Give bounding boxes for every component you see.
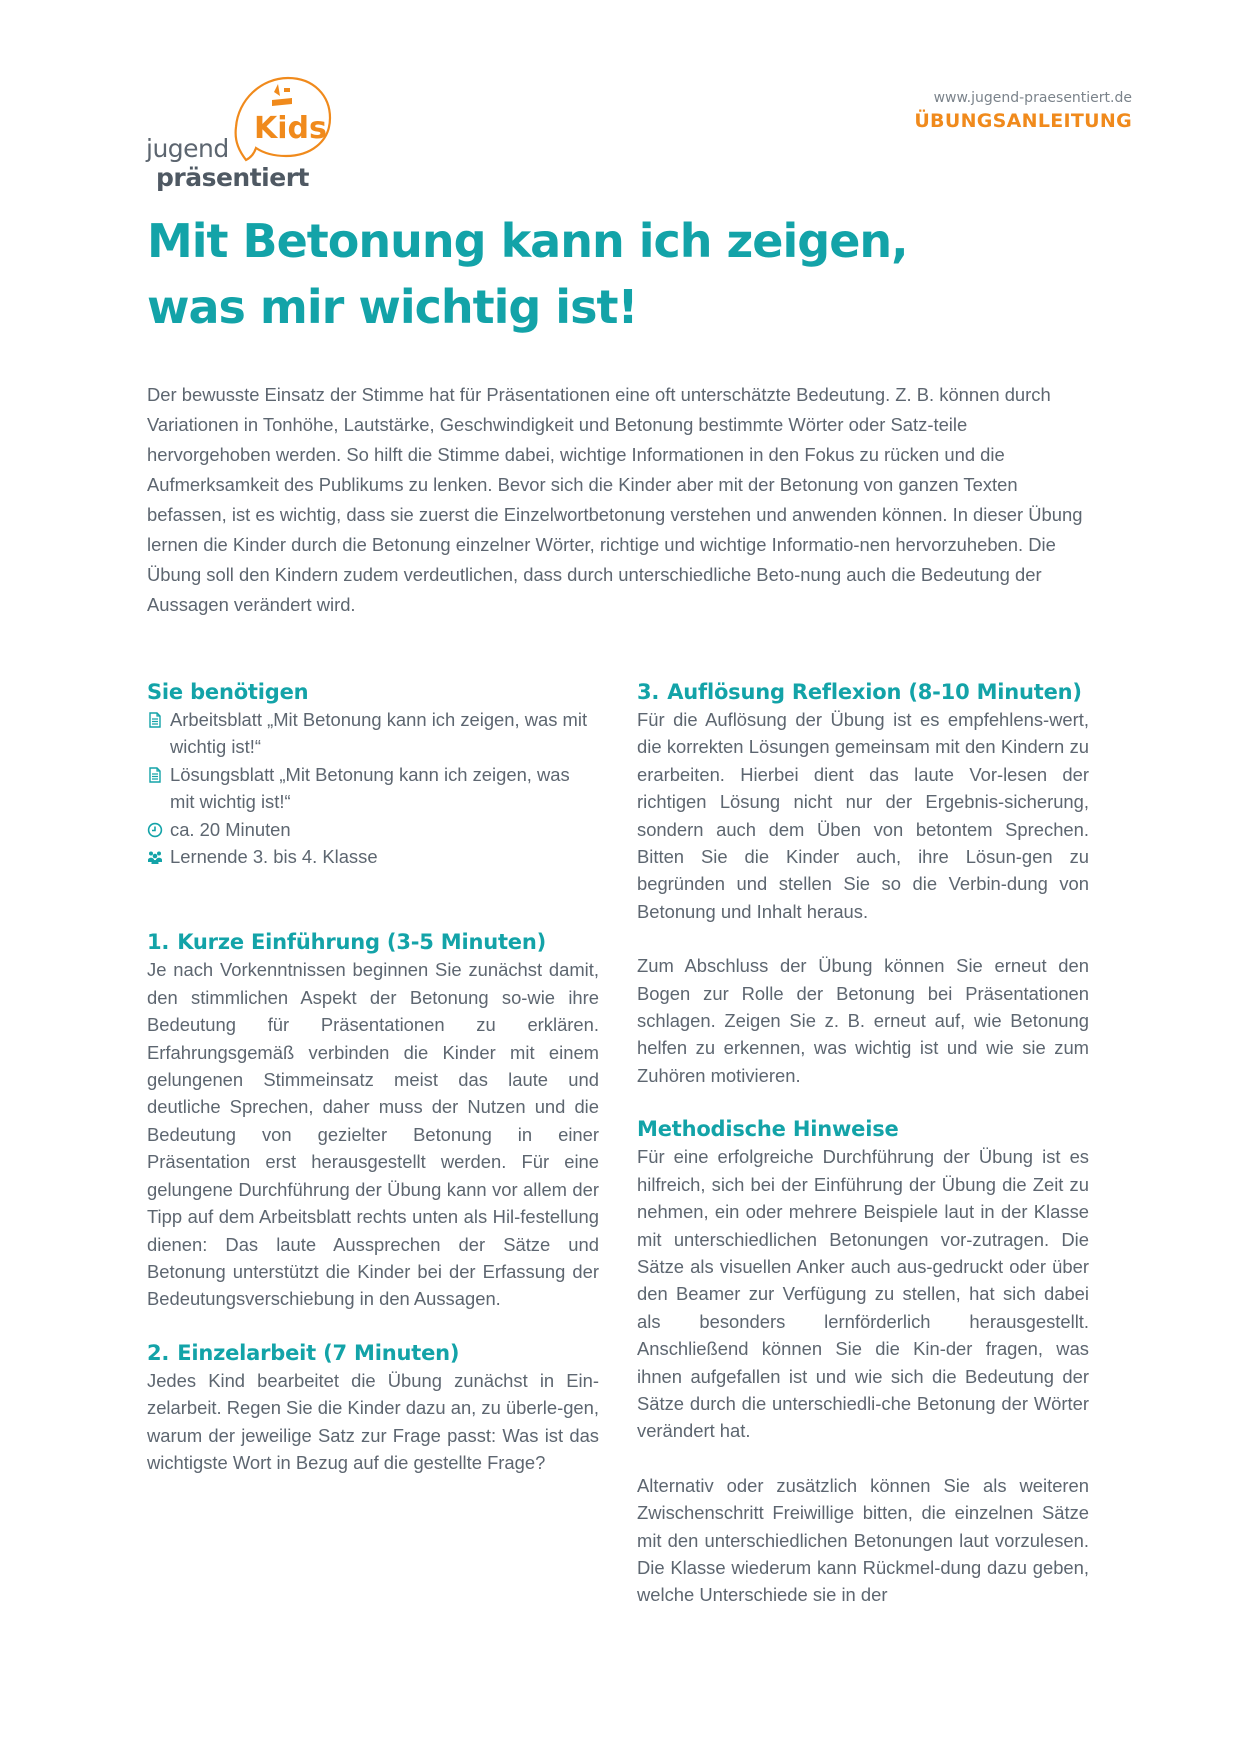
page-title: Mit Betonung kann ich zeigen, was mir wichtig ist!: [147, 214, 908, 334]
section-title: [637, 678, 1089, 706]
intro-paragraph: Der bewusste Einsatz der Stimme hat für Präsentationen eine oft unterschätzte Bedeutung. Z. B. können durch Variationen in Tonhöhe, Lautstärke, Geschwindigkeit und Betonung bestimmte Wörter oder Satz-teile hervorgehoben werden. So hilft die Stimme dabei, wichtige Informationen in den Fokus zu rücken und die Aufmerksamkeit des Publikums zu lenken. Bevor sich die Kinder aber mit der Betonung von ganzen Texten befassen, ist es wichtig, dass sie zuerst die Einzelwortbetonung verstehen und anwenden können. In dieser Übung lernen die Kinder durch die Betonung einzelner Wörter, richtige und wichtige Informatio-nen hervorzuheben. Die Übung soll den Kindern zudem verdeutlichen, dass durch unterschiedliche Beto-nung auch die Bedeutung der Aussagen verändert wird.: [147, 384, 1083, 615]
section-title: [147, 1339, 599, 1367]
needs-item: [147, 816, 599, 843]
needs-item-text: ca. 20 Minuten: [170, 818, 291, 840]
section-title: [637, 1115, 1089, 1143]
website-url[interactable]: www.jugend-praesentiert.de: [933, 90, 1132, 106]
needs-item-text: Lernende 3. bis 4. Klasse: [170, 846, 378, 868]
needs-item: [147, 761, 599, 816]
kids-speech-bubble-icon: [226, 72, 336, 172]
section-number: 2.: [147, 1340, 170, 1365]
section-title-text: Kurze Einführung (3-5 Minuten): [177, 930, 546, 955]
section-paragraph: Jedes Kind bearbeitet die Übung zunächst in Ein-zelarbeit. Regen Sie die Kinder dazu an, zu überle-gen, warum der jeweilige Satz zur Frage passt: Was ist das wichtigste Wort in Bezug auf die gestellte Frage?: [147, 1369, 599, 1473]
section-title-text: Auflösung Reflexion (8-10 Minuten): [667, 680, 1082, 704]
needs-item-text: Lösungsblatt „Mit Betonung kann ich zeigen, was mit wichtig ist!“: [170, 763, 570, 813]
right-column: [637, 678, 1089, 1609]
section-number: 1.: [147, 930, 170, 955]
header-right: [914, 90, 1132, 132]
section-paragraph: Zum Abschluss der Übung können Sie erneut den Bogen zur Rolle der Betonung bei Präsentationen schlagen. Zeigen Sie z. B. erneut auf, wie Betonung helfen zu erkennen, was wichtig ist und wie sie zum Zuhören motivieren.: [637, 955, 1089, 1086]
document-icon: [147, 767, 163, 783]
section-title: [147, 928, 599, 956]
needs-title: Sie benötigen: [147, 680, 309, 704]
left-column: [147, 678, 599, 1476]
section-number: 3.: [637, 680, 660, 704]
logo: [146, 72, 346, 202]
kids-label: Kids: [254, 111, 327, 146]
section-paragraph: Alternativ oder zusätzlich können Sie als weiteren Zwischenschritt Freiwillige bitten, die einzelnen Sätze mit den unterschiedlichen Betonungen laut vorzulesen. Die Klasse wiederum kann Rückmel-dung dazu geben, welche Unterschiede sie in der: [637, 1474, 1089, 1606]
document-type-label: ÜBUNGSANLEITUNG: [914, 110, 1132, 132]
needs-item: [147, 843, 599, 870]
section-title-text: Methodische Hinweise: [637, 1117, 899, 1142]
clock-icon: [147, 822, 163, 838]
needs-list: [147, 706, 599, 870]
group-icon: [147, 849, 163, 865]
section-paragraph: Für die Auflösung der Übung ist es empfehlens-wert, die korrekten Lösungen gemeinsam mit den Kindern zu erarbeiten. Hierbei dient das laute Vor-lesen der richtigen Lösung nicht nur der Ergebnis-sicherung, sondern auch dem Üben von betontem Sprechen. Bitten Sie die Kinder auch, ihre Lösun-gen zu begründen und stellen Sie so die Verbin-dung von Betonung und Inhalt heraus.: [637, 709, 1089, 922]
needs-item: [147, 706, 599, 761]
section-title-text: Einzelarbeit (7 Minuten): [177, 1340, 460, 1365]
logo-jugend: jugend: [146, 134, 229, 163]
document-icon: [147, 712, 163, 728]
section-paragraph: Für eine erfolgreiche Durchführung der Übung ist es hilfreich, sich bei der Einführung der Übung die Zeit zu nehmen, ein oder mehrere Beispiele laut in der Klasse mit unterschiedlichen Betonungen vor-zutragen. Die Sätze als visuellen Anker auch aus-gedruckt oder über den Beamer zur Verfügung zu stellen, hat sich dabei als besonders lernförderlich herausgestellt. Anschließend können Sie die Kin-der fragen, was ihnen aufgefallen ist und wie sich die Bedeutung der Sätze durch die unterschiedli-che Betonung der Wörter verändert hat.: [637, 1146, 1089, 1442]
section-paragraph: Je nach Vorkenntnissen beginnen Sie zunächst damit, den stimmlichen Aspekt der Betonung so-wie ihre Bedeutung für Präsentationen zu erklären. Erfahrungsgemäß verbinden die Kinder mit einem gelungenen Stimmeinsatz meist das laute und deutliche Sprechen, daher muss der Nutzen und die Bedeutung von gezielter Betonung in einer Präsentation erst herausgestellt werden. Für eine gelungene Durchführung der Übung kann vor allem der Tipp auf dem Arbeitsblatt rechts unten als Hil-festellung dienen: Das laute Aussprechen der Sätze und Betonung unterstützt die Kinder bei der Erfassung der Bedeutungsverschiebung in den Aussagen.: [147, 959, 599, 1310]
needs-item-text: Arbeitsblatt „Mit Betonung kann ich zeigen, was mit wichtig ist!“: [170, 709, 588, 758]
logo-praesentiert: präsentiert: [156, 163, 309, 192]
